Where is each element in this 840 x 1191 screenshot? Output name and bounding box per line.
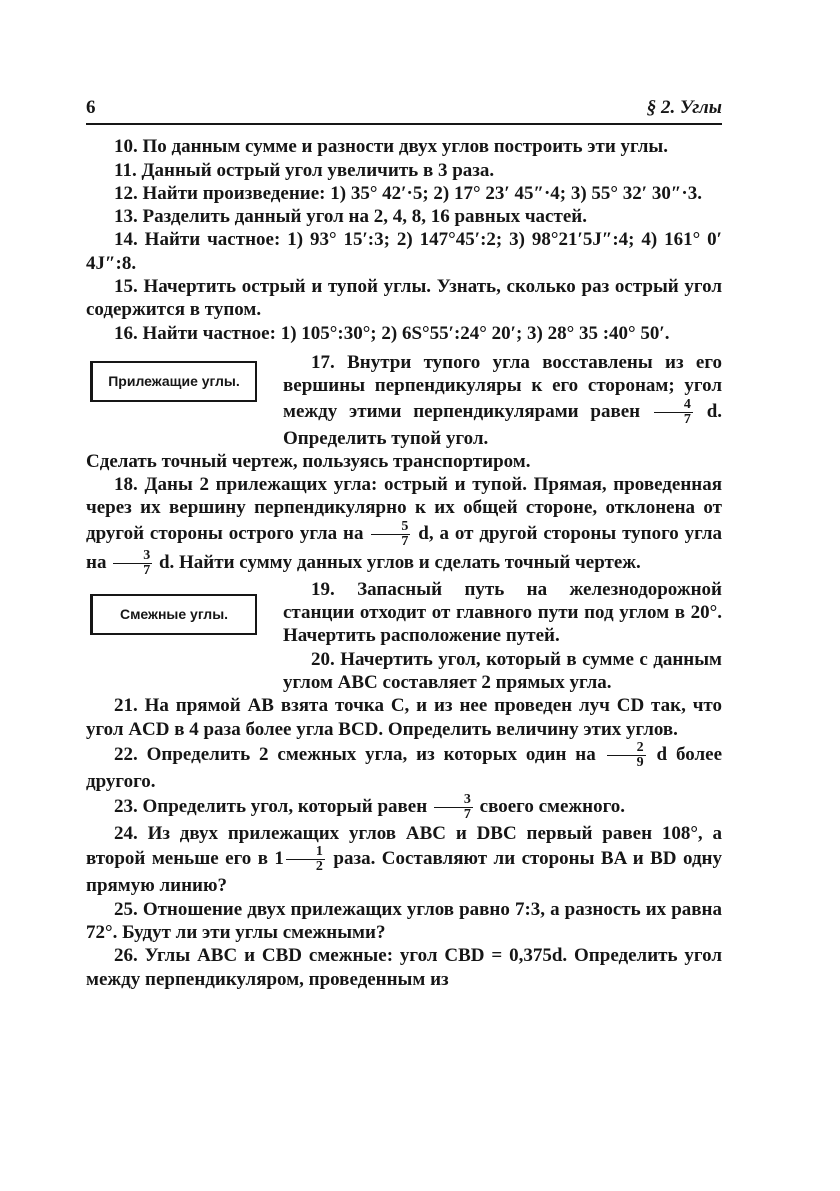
fraction-denominator: 7	[401, 533, 409, 549]
problem-18	[86, 473, 722, 578]
problem-14: 14. Найти частное: 1) 93° 15′:3; 2) 147°45′:2; 3) 98°21′5J″:4; 4) 161° 0′ 4J″:8.	[86, 229, 722, 274]
page-header	[86, 96, 722, 125]
problem-19: 19. Запасный путь на железнодорожной станции отходит от главного пути под углом в 20°. Начертить расположение путей.	[283, 578, 722, 647]
fraction-1-2	[286, 845, 325, 874]
fraction-2-9	[607, 741, 646, 770]
problem-22	[86, 741, 722, 793]
problem-13: 13. Разделить данный угол на 2, 4, 8, 16 равных частей.	[114, 206, 587, 228]
problem-18-text-mid: d, а от другой стороны тупого угла на	[86, 522, 722, 573]
problem-17-text-end: d. Определить тупой угол.	[283, 400, 723, 449]
fraction-numerator: 3	[434, 793, 473, 808]
problem-26: 26. Углы ABC и CBD смежные: угол CBD = 0,375d. Определить угол между перпендикуляром, проведенным из	[86, 945, 722, 990]
problem-20: 20. Начертить угол, который в сумме с данным углом ABC составляет 2 прямых угла.	[283, 648, 722, 693]
page-number: 6	[86, 97, 96, 118]
fraction-5-7	[371, 520, 410, 549]
fraction-denominator: 2	[315, 859, 323, 875]
problem-24	[86, 822, 722, 898]
problem-12: 12. Найти произведение: 1) 35° 42′·5; 2) 17° 23′ 45″·4; 3) 55° 32′ 30″·3.	[114, 182, 702, 204]
fraction-numerator: 1	[286, 845, 325, 860]
fraction-3-7	[113, 549, 152, 578]
fraction-denominator: 9	[636, 754, 644, 770]
problem-22-text: 22. Определить 2 смежных угла, из которых один на	[114, 743, 596, 765]
sidebar-adjacent-angles: Прилежащие углы.	[90, 361, 257, 402]
problem-18-text: 18. Даны 2 прилежащих угла: острый и тупой. Прямая, проведенная через их вершину перпендикулярно к их общей стороне, отклонена от другой стороны острого угла на	[86, 474, 722, 544]
problem-22-text-end: d более другого.	[86, 743, 722, 792]
fraction-4-7	[654, 398, 693, 427]
problem-11: 11. Данный острый угол увеличить в 3 раза.	[114, 159, 495, 181]
supplementary-angles-block	[86, 578, 722, 694]
problem-10: 10. По данным сумме и разности двух углов построить эти углы.	[114, 136, 668, 158]
fraction-denominator: 7	[463, 807, 471, 823]
book-page	[86, 96, 722, 991]
problem-16: 16. Найти частное: 1) 105°:30°; 2) 6S°55′:24° 20′; 3) 28° 35 :40° 50′.	[114, 322, 670, 344]
fraction-denominator: 7	[683, 411, 691, 427]
section-title: § 2. Углы	[646, 97, 722, 118]
problem-23-text: 23. Определить угол, который равен	[114, 795, 428, 817]
problem-24-text-end: раза. Составляют ли стороны BA и BD одну прямую линию?	[86, 848, 722, 897]
problem-23	[86, 793, 722, 822]
problem-23-text-end: своего смежного.	[479, 795, 626, 817]
problem-25: 25. Отношение двух прилежащих углов равно 7:3, а разность их равна 72°. Будут ли эти углы смежными?	[86, 898, 722, 944]
fraction-numerator: 3	[113, 549, 152, 564]
fraction-numerator: 5	[371, 520, 410, 535]
fraction-denominator: 7	[143, 562, 151, 578]
problem-17	[283, 351, 722, 450]
fraction-numerator: 2	[607, 741, 646, 756]
problem-17-text: 17. Внутри тупого угла восставлены из его вершины перпендикуляры к его сторонам; угол между этими перпендикулярами равен	[283, 351, 722, 422]
sidebar-supplementary-angles: Смежные углы.	[90, 594, 257, 635]
adjacent-angles-block	[86, 351, 722, 450]
problem-17-continued: Сделать точный чертеж, пользуясь транспортиром.	[86, 450, 531, 472]
problem-18-text-end: d. Найти сумму данных углов и сделать точный чертеж.	[158, 551, 641, 573]
problem-21: 21. На прямой AB взята точка C, и из нее проведен луч CD так, что угол ACD в 4 раза более угла BCD. Определить величину этих углов.	[86, 695, 722, 740]
problem-15: 15. Начертить острый и тупой углы. Узнать, сколько раз острый угол содержится в тупом.	[86, 276, 722, 321]
fraction-3-7	[434, 793, 473, 822]
fraction-numerator: 4	[654, 398, 693, 413]
problem-24-text: 24. Из двух прилежащих углов ABC и DBC первый равен 108°, а второй меньше его в 1	[86, 823, 722, 870]
